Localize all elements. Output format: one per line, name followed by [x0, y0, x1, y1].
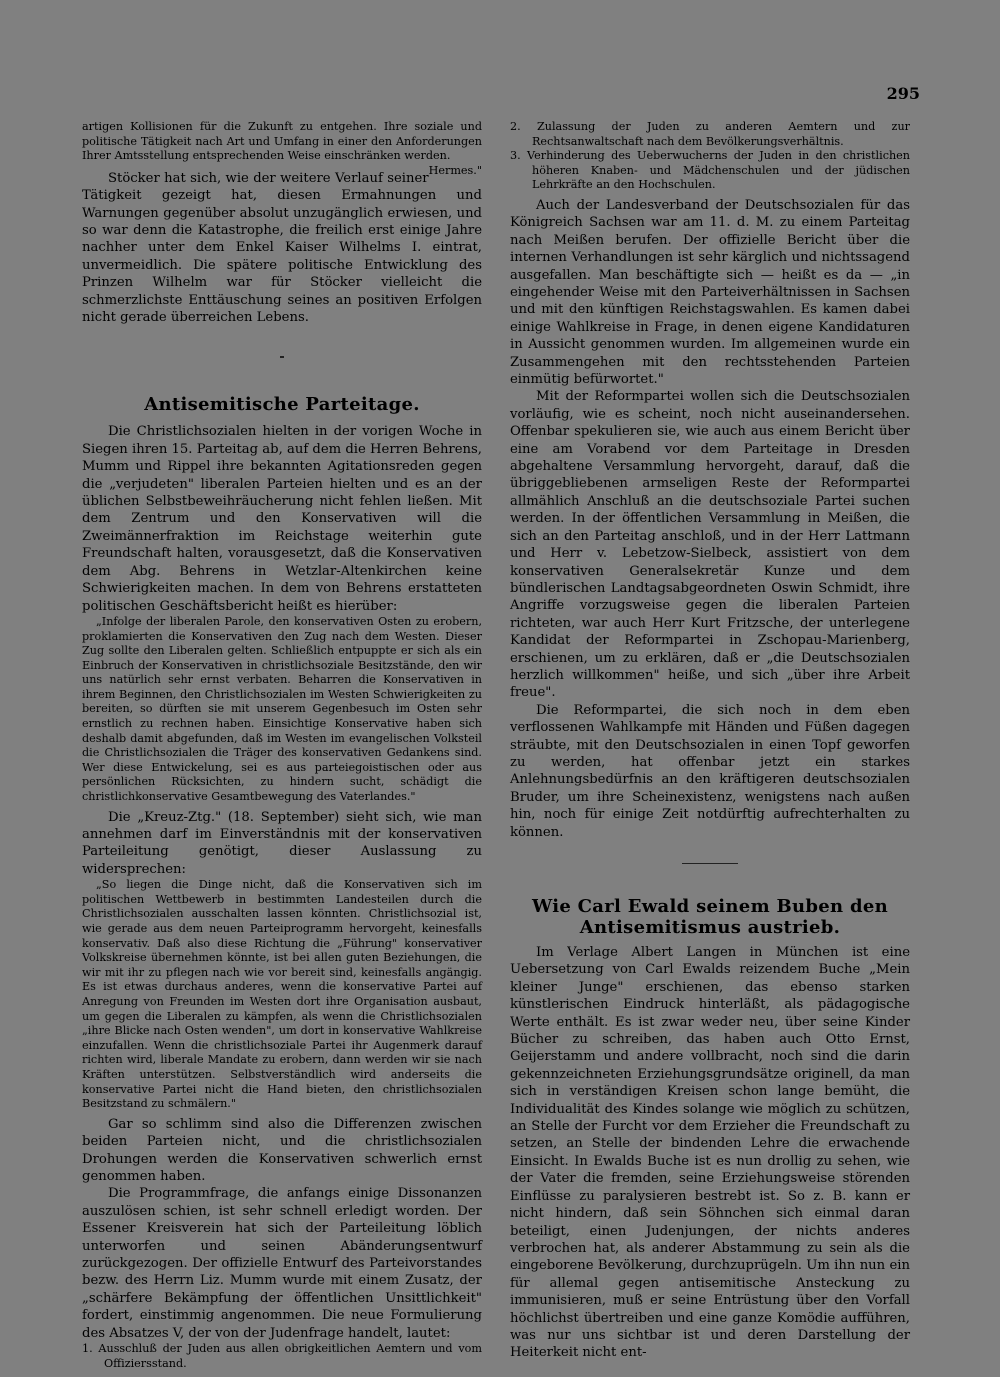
article-paragraph: Die Reformpartei, die sich noch in dem eben verflossenen Wahlkampfe mit Händen und Füßen dagegen sträubte, mit den Deutschsozialen in einen Topf geworfen zu werden, hat offenbar jetzt ein starkes Anlehnungsbedürfnis an den kräftigeren deutschsozialen Bruder, um ihre Scheinexistenz, wenigstens nach außen hin, noch für einige Zeit notdürftig aufrechterhalten zu können.: [510, 702, 910, 840]
article-paragraph: Mit der Reformpartei wollen sich die Deutschsozialen vorläufig, wie es scheint, noch nicht auseinandersehen. Offenbar spekulieren sie, wie auch aus einem Bericht über eine am Vorabend vor dem Parteitage in Dresden abgehaltene Versammlung hervorgeht, darauf, daß die übriggebliebenen armseligen Reste der Reformpartei allmählich Anschluß an die deutschsoziale Partei suchen werden. In der öffentlichen Versammlung in Meißen, die sich an den Parteitag anschloß, und in der Herr Lattmann und Herr v. Lebetzow-Sielbeck, assistiert von dem konservativen Generalsekretär Kunze und dem bündlerischen Landtagsabgeordneten Oswin Schmidt, ihre Angriffe vorzugsweise gegen die liberalen Parteien richteten, war auch Herr Kurt Fritzsche, der unterlegene Kandidat der Reformpartei in Zschopau-Marienberg, erschienen, um zu erklären, daß er „die Deutschsozialen herzlich willkommen" heiße, und sich „über ihre Arbeit freue".: [510, 389, 910, 701]
article-headline: [510, 896, 910, 938]
stoecker-paragraph: Stöcker hat sich, wie der weitere Verlauf seiner Tätigkeit gezeigt hat, diesen Ermahnungen und Warnungen gegenüber absolut unzugänglich erwiesen, und so war denn die Katastrophe, die freilich erst einige Jahre nachher unter dem Enkel Kaiser Wilhelms I. eintrat, unvermeidlich. Die spätere politische Entwicklung des Prinzen Wilhelm war für Stöcker vielleicht die schmerzlichste Enttäuschung seines an positiven Erfolgen nicht gerade überreichen Lebens.: [82, 170, 482, 326]
closing-quote-text: artigen Kollisionen für die Zukunft zu entgehen. Ihre soziale und politische Tätigkeit nach Art und Umfang in einer den Anforderungen Ihrer Amtsstellung entsprechenden Weise einschränken werden.: [82, 120, 482, 163]
article-paragraph: Die „Kreuz-Ztg." (18. September) sieht sich, wie man annehmen darf im Einverständnis mit der konservativen Parteileitung genötigt, dieser Auslassung zu widersprechen:: [82, 809, 482, 877]
signature: Hermes.": [428, 163, 482, 177]
article-paragraph: Auch der Landesverband der Deutschsozialen für das Königreich Sachsen war am 11. d. M. zu einem Parteitag nach Meißen berufen. Der offizielle Bericht über die internen Verhandlungen ist sehr kärglich und nichtssagend ausgefallen. Man beschäftigte sich — heißt es da — „in eingehender Weise mit den Parteiverhältnissen in Sachsen und mit den künftigen Reichstagswahlen. Es kamen dabei einige Wahlkreise in Frage, in denen eigene Kandidaturen in Aussicht genommen wurden. Im allgemeinen wurde ein Zusammengehen mit den rechtsstehenden Parteien einmütig befürwortet.": [510, 197, 910, 388]
list-item: 1. Ausschluß der Juden aus allen obrigkeitlichen Aemtern und vom Offiziersstand.: [82, 1342, 482, 1370]
article-paragraph: Die Christlichsozialen hielten in der vorigen Woche in Siegen ihren 15. Parteitag ab, auf dem die Herren Behrens, Mumm und Rippel ihre bekannten Agitationsreden gegen die „verjudeten" liberalen Parteien hielten und es an der üblichen Selbstbeweihräucherung nicht fehlen ließen. Mit dem Zentrum und den Konservativen will die Zweimännerfraktion im Reichstage weiterhin gute Freundschaft halten, vorausgesetzt, daß die Konservativen dem Abg. Behrens in Wetzlar-Altenkirchen keine Schwierigkeiten machen. In dem von Behrens erstatteten politischen Geschäftsbericht heißt es hierüber:: [82, 424, 482, 614]
quote-block: „So liegen die Dinge nicht, daß die Konservativen sich im politischen Wettbewerb in bestimmten Landesteilen durch die Christlichsozialen ausschalten lassen könnten. Christlichsozial ist, wie gerade aus dem neuen Parteiprogramm hervorgeht, keinesfalls konservativ. Daß also diese Richtung die „Führung" konservativer Volkskreise übernehmen könnte, ist bei allen guten Beziehungen, die wir mit ihr zu pflegen nach wie vor bereit sind, keinesfalls angängig. Es ist etwas durchaus anderes, wenn die konservative Partei auf Anregung von Freunden im Westen dort ihre Organisation ausbaut, um gegen die Liberalen zu kämpfen, als wenn die Christlichsozialen „ihre Blicke nach Osten wenden", um dort in konservative Wahlkreise einzufallen. Wenn die christlichsoziale Partei ihr Augenmerk darauf richten wird, liberale Mandate zu erobern, dann werden wir sie nach Kräften unterstützen. Selbstverständlich wird anderseits die konservative Partei nicht die Hand bieten, den christlichsozialen Besitzstand zu schmälern.": [82, 878, 482, 1111]
article-paragraph: Im Verlage Albert Langen in München ist eine Uebersetzung von Carl Ewalds reizendem Buche „Mein kleiner Junge" erschienen, das ebenso starken künstlerischen Eindruck hinterläßt, als pädagogische Werte enthält. Es ist zwar weder neu, über seine Kinder Bücher zu schreiben, das haben auch Otto Ernst, Geijerstamm und andere vollbracht, noch sind die darin gekennzeichneten Erziehungsgrundsätze originell, da man sich in verständigen Kreisen schon lange bemüht, die Individualität des Kindes solange wie möglich zu schützen, an Stelle der Furcht vor dem Erzieher die Freundschaft zu setzen, an Stelle der bindenden Lehre die erwachende Einsicht. In Ewalds Buche ist es nun drollig zu sehen, wie der Vater die fremden, seine Erziehungsweise störenden Einflüsse zu paralysieren bestrebt ist. So z. B. kann er nicht hindern, daß sein Söhnchen sich einmal daran beteiligt, einen Judenjungen, der nichts anderes verbrochen hat, als anderer Abstammung zu sein als die eingeborene Bevölkerung, durchzuprügeln. Um ihn nun ein für allemal gegen antisemitische Ansteckung zu immunisieren, muß er seine Entrüstung über den Vorfall höchlichst übertreiben und eine ganze Komödie aufführen, was nur uns sichtbar ist und deren Darstellung der Heiterkeit nicht ent-: [510, 945, 910, 1361]
right-column: [510, 120, 910, 1362]
article-paragraph: Gar so schlimm sind also die Differenzen zwischen beiden Parteien nicht, und die christlichsozialen Drohungen werden die Konservativen schwerlich ernst genommen haben.: [82, 1116, 482, 1184]
list-item: 2. Zulassung der Juden zu anderen Aemtern und zur Rechtsanwaltschaft nach dem Bevölkerungsverhältnis.: [510, 120, 910, 148]
closing-quote-paragraph: [82, 120, 482, 177]
headline-line: Wie Carl Ewald seinem Buben den: [532, 896, 888, 917]
program-list: [82, 1342, 482, 1371]
article-headline: Antisemitische Parteitage.: [144, 394, 420, 416]
program-list: [510, 120, 910, 193]
article-paragraph: Die Programmfrage, die anfangs einige Dissonanzen auszulösen schien, ist sehr schnell erledigt worden. Der Essener Kreisverein hat sich der Parteileitung löblich unterworfen und seinen Abänderungsentwurf zurückgezogen. Der offizielle Entwurf des Parteivorstandes bezw. des Herrn Liz. Mumm wurde mit einem Zusatz, der „schärfere Bekämpfung der öffentlichen Unsittlichkeit" fordert, einstimmig angenommen. Die neue Formulierung des Absatzes V, der von der Judenfrage handelt, lautet:: [82, 1186, 482, 1341]
page-number: 295: [886, 84, 920, 103]
left-column: [82, 120, 482, 1371]
quote-block: „Infolge der liberalen Parole, den konservativen Osten zu erobern, proklamierten die Konservativen den Zug nach dem Westen. Dieser Zug sollte den Liberalen gelten. Schließlich entpuppte er sich als ein Einbruch der Konservativen in christlichsoziale Besitzstände, den wir uns natürlich sehr ernst verbaten. Beharren die Konservativen in ihrem Beginnen, den Christlichsozialen im Westen Schwierigkeiten zu bereiten, so dürften sie mit unserem Gegenbesuch im Osten sehr ernstlich zu rechnen haben. Einsichtige Konservative haben sich deshalb damit abgefunden, daß im Westen im evangelischen Volksteil die Christlichsozialen die Träger des konservativen Gedankens sind. Wer diese Entwickelung, sei es aus parteiegoistischen oder aus persönlichen Rücksichten, zu hindern sucht, schädigt die christlichkonservative Gesamtbewegung des Vaterlandes.": [82, 614, 482, 804]
list-item: 3. Verhinderung des Ueberwucherns der Juden in den christlichen höheren Knaben- und Mädchenschulen und der jüdischen Lehrkräfte an den Hochschulen.: [510, 149, 910, 192]
headline-line: Antisemitismus austrieb.: [579, 917, 841, 938]
